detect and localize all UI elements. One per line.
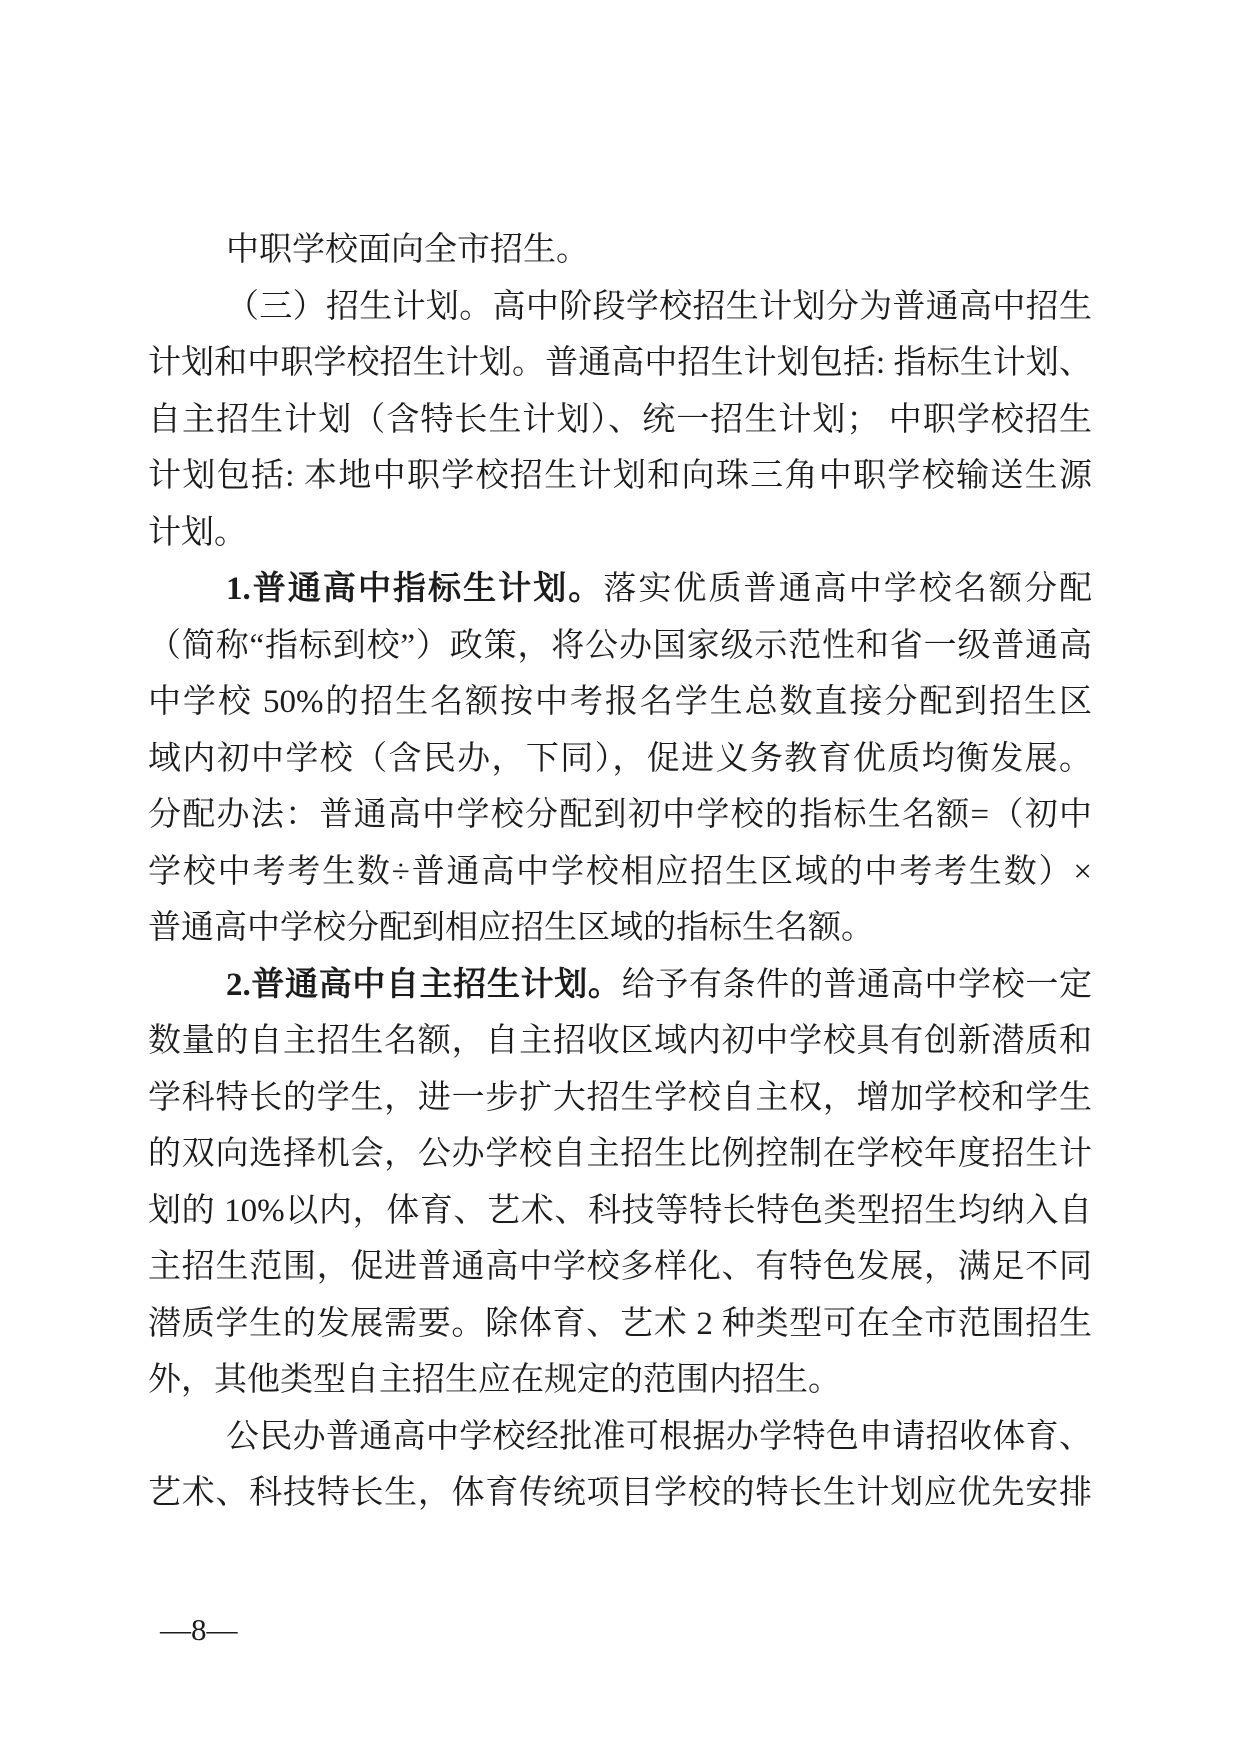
text-line: 潜质学生的发展需要。除体育、艺术 2 种类型可在全市范围招生 xyxy=(148,1305,1092,1342)
section-heading-line xyxy=(148,561,1092,618)
text-line: 域内初中学校（含民办，下同），促进义务教育优质均衡发展。 xyxy=(148,740,1092,777)
section-heading-line xyxy=(148,957,1092,1014)
text-line: 学科特长的学生，进一步扩大招生学校自主权，增加学校和学生 xyxy=(148,1079,1092,1116)
text-line: 自主招生计划（含特长生计划）、统一招生计划； 中职学校招生 xyxy=(148,401,1092,438)
text-line: （简称“指标到校”）政策，将公办国家级示范性和省一级普通高 xyxy=(148,627,1092,664)
text-line: 中学校 50%的招生名额按中考报名学生总数直接分配到招生区 xyxy=(148,684,1092,720)
text-line: 公民办普通高中学校经批准可根据办学特色申请招收体育、 xyxy=(226,1418,1092,1455)
text-line: 划的 10%以内，体育、艺术、科技等特长特色类型招生均纳入自 xyxy=(148,1192,1092,1229)
text-line: 的双向选择机会，公办学校自主招生比例控制在学校年度招生计 xyxy=(148,1136,1092,1172)
text-line: 计划和中职学校招生计划。普通高中招生计划包括: 指标生计划、 xyxy=(148,345,1092,381)
section-2-heading-tail: 给予有条件的普通高中学校一定 xyxy=(621,966,1092,1003)
text-line: 学校中考考生数÷普通高中学校相应招生区域的中考考生数）× xyxy=(148,853,1092,890)
section-1-heading-tail: 落实优质普通高中学校名额分配 xyxy=(603,571,1092,607)
text-line: 普通高中学校分配到相应招生区域的指标生名额。 xyxy=(148,910,874,946)
section-1-heading: 1.普通高中指标生计划。 xyxy=(226,571,604,607)
text-line: 外，其他类型自主招生应在规定的范围内招生。 xyxy=(148,1362,841,1398)
text-line: 分配办法：普通高中学校分配到初中学校的指标生名额=（初中 xyxy=(148,797,1092,833)
text-line: 艺术、科技特长生，体育传统项目学校的特长生计划应优先安排 xyxy=(148,1475,1092,1511)
text-line: 计划包括: 本地中职学校招生计划和向珠三角中职学校输送生源 xyxy=(148,458,1092,494)
document-body xyxy=(148,222,1092,1522)
text-line: （三）招生计划。高中阶段学校招生计划分为普通高中招生 xyxy=(226,288,1092,325)
text-line: 主招生范围，促进普通高中学校多样化、有特色发展，满足不同 xyxy=(148,1249,1092,1285)
page-number: —8— xyxy=(160,1612,238,1647)
text-line: 数量的自主招生名额，自主招收区域内初中学校具有创新潜质和 xyxy=(148,1023,1092,1059)
text-line: 中职学校面向全市招生。 xyxy=(226,232,589,268)
text-line: 计划。 xyxy=(148,514,247,551)
section-2-heading: 2.普通高中自主招生计划。 xyxy=(226,966,622,1003)
